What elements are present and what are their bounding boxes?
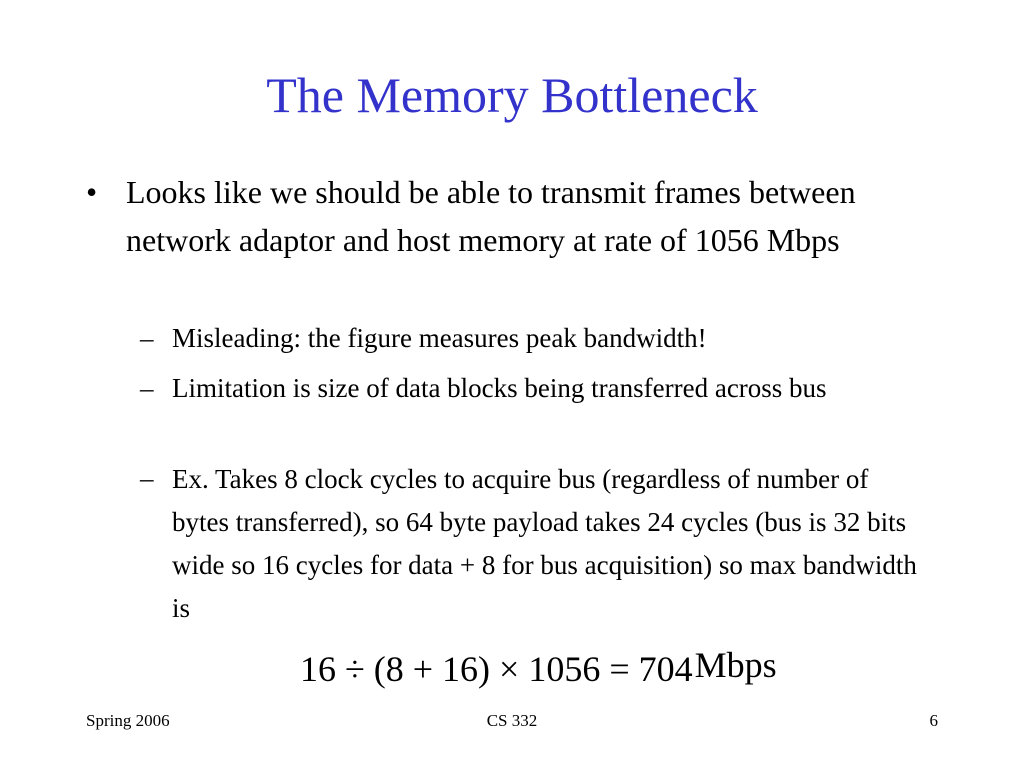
bullet-marker: • — [86, 174, 98, 210]
slide-title: The Memory Bottleneck — [266, 67, 758, 123]
sub-bullet-marker: – — [140, 323, 154, 353]
sub-bullet-example — [140, 458, 930, 630]
footer-date: Spring 2006 — [86, 711, 170, 730]
sub-bullet-marker: – — [140, 373, 154, 403]
main-bullet — [86, 168, 966, 264]
sub-bullet-marker: – — [140, 463, 154, 493]
sub-bullet-text: Limitation is size of data blocks being transferred across bus — [172, 373, 827, 403]
sub-bullet-text: Misleading: the figure measures peak bandwidth! — [172, 323, 707, 353]
footer-page-number: 6 — [929, 711, 938, 730]
sub-bullet-text: Ex. Takes 8 clock cycles to acquire bus (regardless of number of bytes transferred), so 64 byte payload takes 24 cycles (bus is 32 bits wide so 16 cycles for data + 8 for bus acquisition) so max bandwidth is — [172, 464, 917, 623]
equation-unit: Mbps — [694, 645, 777, 685]
sub-bullet-limitation — [140, 368, 930, 409]
main-bullet-text: Looks like we should be able to transmit frames between network adaptor and host memory at rate of 1056 Mbps — [126, 174, 856, 258]
sub-bullet-misleading — [140, 318, 930, 359]
equation-expression: 16 ÷ (8 + 16) × 1056 = 704 — [300, 649, 693, 689]
bandwidth-equation — [300, 644, 777, 694]
footer-course: CS 332 — [486, 711, 538, 730]
